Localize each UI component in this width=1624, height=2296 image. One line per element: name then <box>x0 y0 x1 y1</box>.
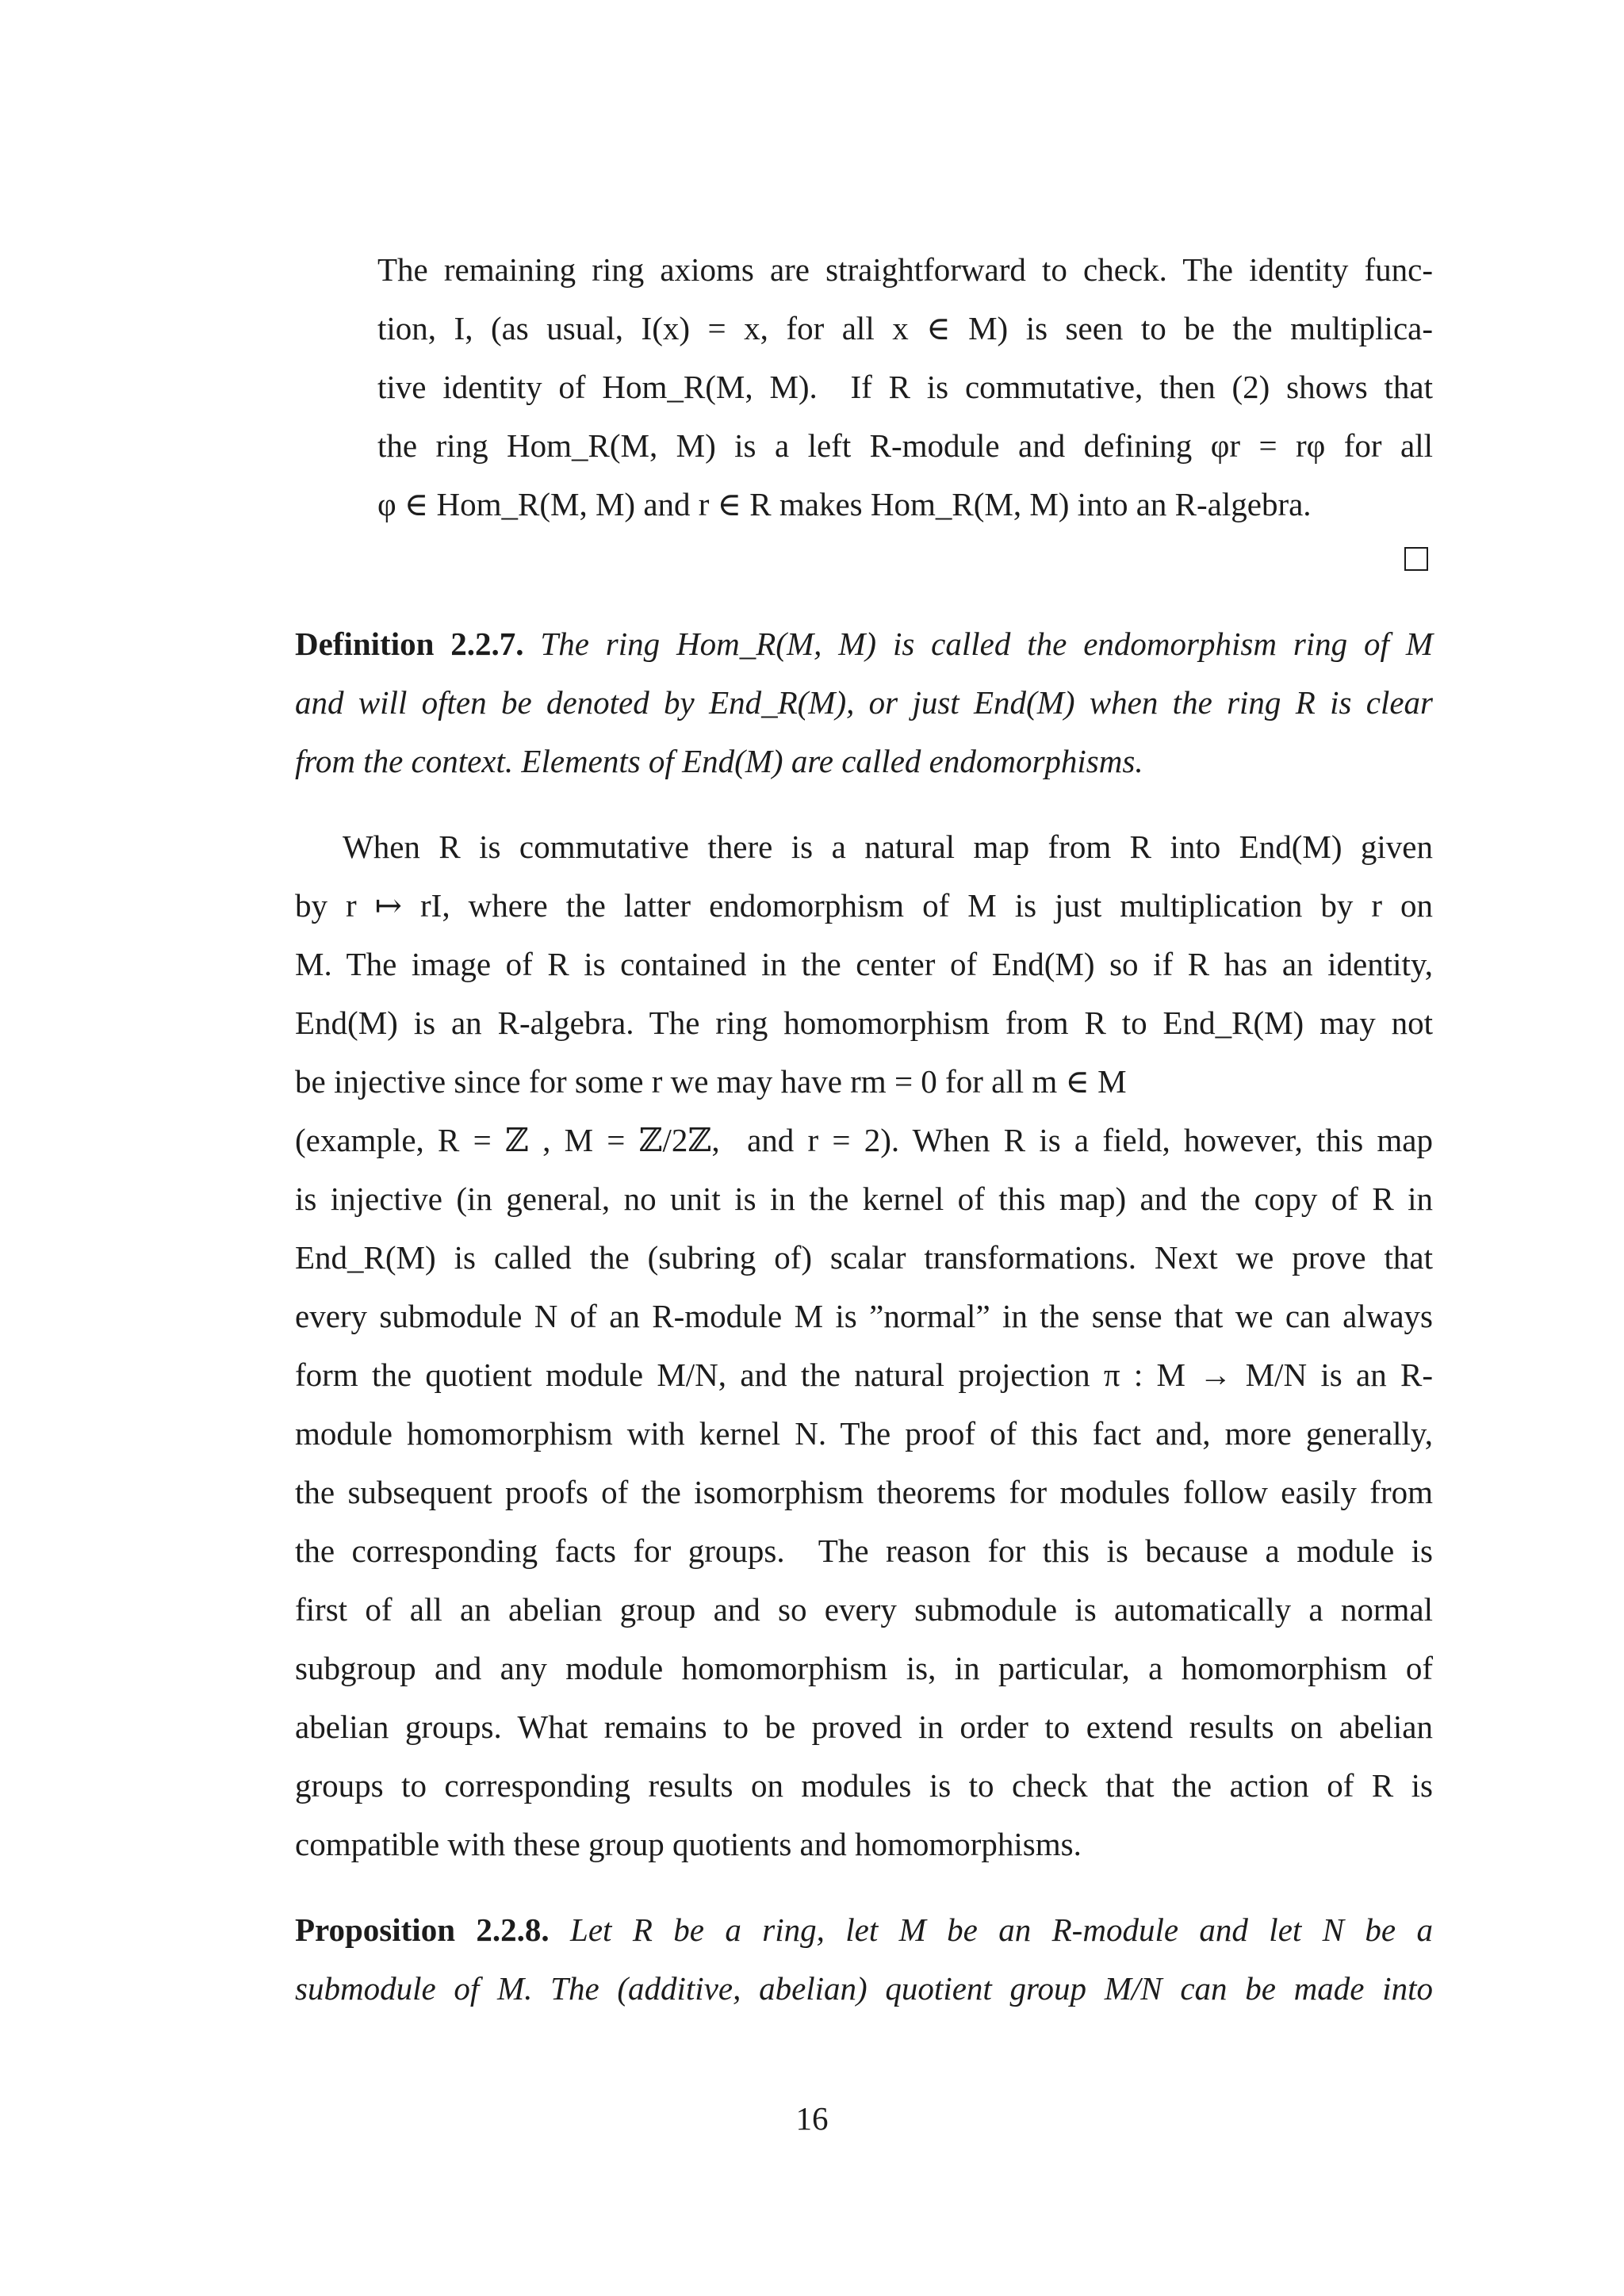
text-line: the subsequent proofs of the isomorphism theorems for modules follow easily from <box>295 1474 1433 1510</box>
definition-label: Definition 2.2.7. <box>295 626 524 662</box>
text-line: submodule of M. The (additive, abelian) quotient group M/N can be made into <box>295 1970 1433 2007</box>
text-line: subgroup and any module homomorphism is, in particular, a homomorphism of <box>295 1650 1433 1686</box>
text-line: Let R be a ring, let M be an R-module and let N be a <box>570 1911 1434 1948</box>
text-line: compatible with these group quotients and homomorphisms. <box>295 1826 1082 1862</box>
text-line: The remaining ring axioms are straightforward to check. The identity func- <box>377 251 1433 288</box>
text-line: every submodule N of an R-module M is ”normal” in the sense that we can always <box>295 1298 1433 1334</box>
text-line: End(M) is an R-algebra. The ring homomorphism from R to End_R(M) may not <box>295 1004 1433 1041</box>
text-line: abelian groups. What remains to be proved in order to extend results on abelian <box>295 1709 1433 1745</box>
proposition-first-line <box>295 1908 1433 1952</box>
text-line: tive identity of Hom_R(M, M). If R is commutative, then (2) shows that <box>377 369 1433 405</box>
text-line: form the quotient module M/N, and the natural projection π : M → M/N is an R- <box>295 1357 1433 1393</box>
text-line: the corresponding facts for groups. The reason for this is because a module is <box>295 1533 1433 1569</box>
qed-square-icon <box>1404 547 1428 571</box>
text-line: (example, R = ℤ , M = ℤ/2ℤ, and r = 2). When R is a field, however, this map <box>295 1122 1433 1158</box>
text-line: by r ↦ rI, where the latter endomorphism of M is just multiplication by r on <box>295 887 1433 924</box>
definition-first-line <box>295 622 1433 666</box>
text-line: module homomorphism with kernel N. The proof of this fact and, more generally, <box>295 1415 1433 1452</box>
text-line: φ ∈ Hom_R(M, M) and r ∈ R makes Hom_R(M, M) into an R-algebra. <box>377 486 1312 522</box>
text-line: the ring Hom_R(M, M) is a left R-module and defining φr = rφ for all <box>377 427 1433 464</box>
text-line: M. The image of R is contained in the center of End(M) so if R has an identity, <box>295 946 1433 982</box>
text-line: first of all an abelian group and so every submodule is automatically a normal <box>295 1591 1433 1628</box>
text-line: be injective since for some r we may have rm = 0 for all m ∈ M <box>295 1063 1127 1100</box>
text-line: tion, I, (as usual, I(x) = x, for all x ∈ M) is seen to be the multiplica- <box>377 310 1433 346</box>
text-line: The ring Hom_R(M, M) is called the endomorphism ring of M <box>540 626 1433 662</box>
text-line: and will often be denoted by End_R(M), or just End(M) when the ring R is clear <box>295 684 1433 721</box>
text-line: groups to corresponding results on modules is to check that the action of R is <box>295 1767 1433 1804</box>
text-line: from the context. Elements of End(M) are called endomorphisms. <box>295 743 1143 779</box>
text-line: is injective (in general, no unit is in the kernel of this map) and the copy of R in <box>295 1181 1433 1217</box>
page-number: 16 <box>795 2100 829 2137</box>
text-line: End_R(M) is called the (subring of) scalar transformations. Next we prove that <box>295 1239 1433 1276</box>
text-line: When R is commutative there is a natural map from R into End(M) given <box>343 828 1433 865</box>
proposition-label: Proposition 2.2.8. <box>295 1911 550 1948</box>
